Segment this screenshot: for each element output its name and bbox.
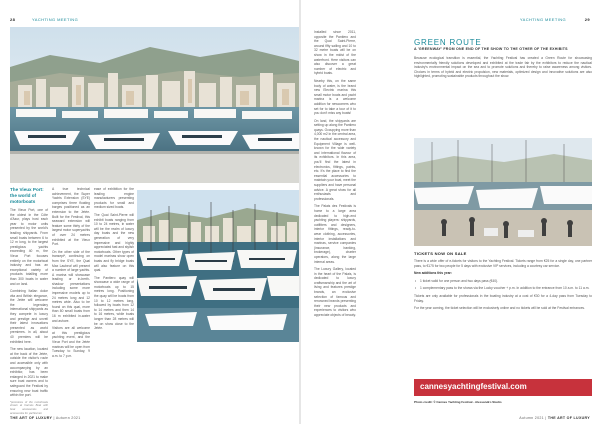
paragraph: The Vieux Port, one of the oldest in the Côte d'Azur, plays host each year to motor units presented by the world's leading shipyards. From small boats between 6 to 12 m long, to the largest prestigious yachts exceeding 40 m, the Vieux Port focuses entirely on the motorboat industry and has an exceptional variety of products totalling more than 300 boats in water and on land. — [10, 208, 48, 286]
footnote: *premieres of the motorboats shown at Cannes Boat with boat accessories and accessories for yachtsmen — [10, 400, 48, 415]
left-column-2 — [52, 187, 90, 361]
left-column-3 — [94, 187, 134, 334]
paragraph: The new location, located at the back of the Jetée, outside the visitor's route and accessible only with accompanying by an exhibitor, has been enlarged in 2021 to make sure boat owners and to safeguard the Festival by ensuring new boat traffic within the port. — [10, 347, 48, 398]
paragraph: A true technical achievement, the Super Yachts Extension (SYE) comprises three floating barges positioned as an extension to the Jetée. Built for the Festival, this seaward extension will feature some thirty of the largest motor superyachts of over 24 metres exhibited at the Vieux Port. — [52, 187, 90, 247]
photo-credit: Photo credit: © Cannes Yachting Festival - Alessandro Studio — [414, 400, 502, 404]
paragraph: Because ecological transition is essential, the Yachting Festival has created a Green Route for showcasing environmentally friendly solutions developed and exhibited at the trade fair by the exhibitors to reduce the nautical industry's environmental impact on the sea and to promote solutions and thereby to raise awareness among visitors. Choices in terms of hybrid and electric propulsion, new materials, optimized design and innovative solutions are also highlighted, promoting sustainable products throughout the show. — [414, 56, 592, 79]
paragraph: Installed since 2011, opposite the Pantiero and the Quai Saint-Pierre, around fifty sailing and 10 to 32 metre boats will be on show in the midst of the waterfront. Here visitors can also discover a great number of electric and hybrid boats. — [314, 30, 356, 76]
folio-issue: Autumn 2021 — [519, 416, 544, 420]
left-folio: THE ART OF LUXURY | Autumn 2021 — [10, 416, 81, 420]
harbor-photo-graphic — [137, 190, 299, 342]
paragraph: The Luxury Gallery, located in the heart of the Palais, is dedicated to luxury craftsmanship and the art of living and features prestige brands, an exclusive selection of famous and renowned brands presenting their new products and experiences to visitors who appreciate objects of beauty. — [314, 267, 356, 318]
tickets-heading: TICKETS NOW ON SALE — [414, 251, 467, 256]
paragraph: Tickets are only available for professionals in the boating industry at a cost of €30 for a 4-day pass from Tuesday to Friday. — [414, 293, 592, 303]
new-additions-label: New additions this year: — [414, 271, 452, 276]
running-header-left — [10, 17, 79, 22]
folio-magazine: THE ART OF LUXURY — [10, 416, 53, 420]
paragraph: On the other side of the transept*, continuing on from the SYE, the Quai Max Laubeuf will present a number of large yachts. A marina will showcase leading or in-berth-shadow presentations including some more impressive models up to 24 metres long and 12 metres wide. Also to be found on this quai, more than 80 small boats from 16 m exhibited in-water and ashore. — [52, 249, 90, 323]
paragraph: Visitors are all welcome at this prestigious yachting event, and the Vieux Port and the Jetée marinas will be open from Tuesday to Sunday, 9 a.m. to 7 p.m. — [52, 326, 90, 358]
page-number: 29 — [584, 17, 590, 22]
section-subhead: The Vieux Port: the world of motorboats — [10, 187, 44, 204]
harbor-photo — [137, 190, 299, 342]
paragraph: On land, the shipyards are setting up along the Pantiero quays. Occupying more than 4,000 m2 in the central area, the nautical accessory and Equipment Village is well-known for the wide variety and international flavour of its exhibitors. In this area, you'll find the latest in electronics, fittings, paints, etc. It's the place to find the essential accessories to maintain your boat, meet the suppliers and have personal advice. A great show for all enthusiasts and professionals. — [314, 118, 356, 201]
green-route-title: GREEN ROUTE — [414, 38, 482, 47]
hero-photo-monaco — [10, 27, 299, 183]
tickets-section — [414, 259, 592, 314]
section-title: YACHTING MEETING — [519, 17, 566, 22]
right-folio: Autumn 2021 | THE ART OF LUXURY — [519, 416, 590, 420]
left-column-1 — [10, 187, 48, 415]
paragraph: For the year coming, the ticket selection will be exclusively online and no tickets will be sold at the Festival entrances. — [414, 306, 585, 311]
paragraph: Combining Italian dolce vita and British elegance, the Jetée will welcome the legendary international shipyards as they compete in luxury and prestige and unveil their latest innovations presented as world premieres. In all, about 40 premiers will be exhibited here. — [10, 289, 48, 344]
hero-photo-graphic — [10, 27, 299, 183]
paragraph: There is a wide offer of e-tickets for visitors to the Yachting Festival. Tickets range from €25 for a single day, one partner pass, to €175 for two people for 5 days with exclusive VIP services, including a courtesy car service. — [414, 259, 592, 268]
paragraph: Nearby this, on the same body of water, is the brand new Electric marina this small motor boats and yacht marina is a welcome addition for newcomers who set for to take a tour of it to you don't miss any boats! — [314, 78, 356, 116]
marina-photo-graphic — [414, 138, 592, 246]
left-page — [0, 0, 299, 424]
marina-photo — [414, 138, 592, 246]
folio-magazine: THE ART OF LUXURY — [547, 416, 590, 420]
page-number: 28 — [10, 17, 16, 22]
folio-issue: Autumn 2021 — [55, 416, 81, 420]
paragraph: The Pantiero quay will showcase a wide range of motorboats up to 15 metres long. Positioning the quay will be boats from 10 to 12 metres long, followed by boats from 12 to 14 metres and then 14 to 16 metres, while boats longer than 28 metres will be on show close to the Jetée. — [94, 275, 134, 331]
website-link[interactable]: cannesyachtingfestival.com — [420, 382, 527, 391]
green-route-subtitle: A 'GREENWAY' FROM ONE END OF THE SHOW TO THE OTHER OF THE EXHIBITS — [414, 47, 568, 51]
paragraph: The Palais des Festivals is home to a large area dedicated to high-end yachting players: shipyards, outfitters and designers, interior fittings, ready-to-wear clothing, accessories, interior installations and marinas, service companies (insurance, banking, brokerage), charter operators, along the large internal areas. — [314, 204, 356, 264]
right-page — [301, 0, 600, 424]
list-item: • 1 ticket valid for one person and two days pass (€40). — [414, 279, 592, 284]
list-item: • 1 complementary pass to the shows via the Lucky voucher + p.m. In addition to the entrance from 10 a.m. to 11 a.m. — [414, 286, 592, 291]
paragraph: ease of exhibition for the leading engine manufacturers presenting products for small and medium sized boats. — [94, 187, 134, 210]
paragraph: The Quai Saint-Pierre will exhibit boats ranging from 10 to 24 metres, in water will be the realm of luxury day boats and the new generation of very impressive and highly appreciated fast and stylish motorboats. Other types of model marinas show open boats and fly bridge boats will also feature on this quai. — [94, 212, 134, 273]
right-column-1 — [314, 30, 356, 321]
website-banner[interactable] — [414, 379, 592, 396]
section-title: YACHTING MEETING — [32, 17, 79, 22]
green-route-text — [414, 56, 592, 82]
